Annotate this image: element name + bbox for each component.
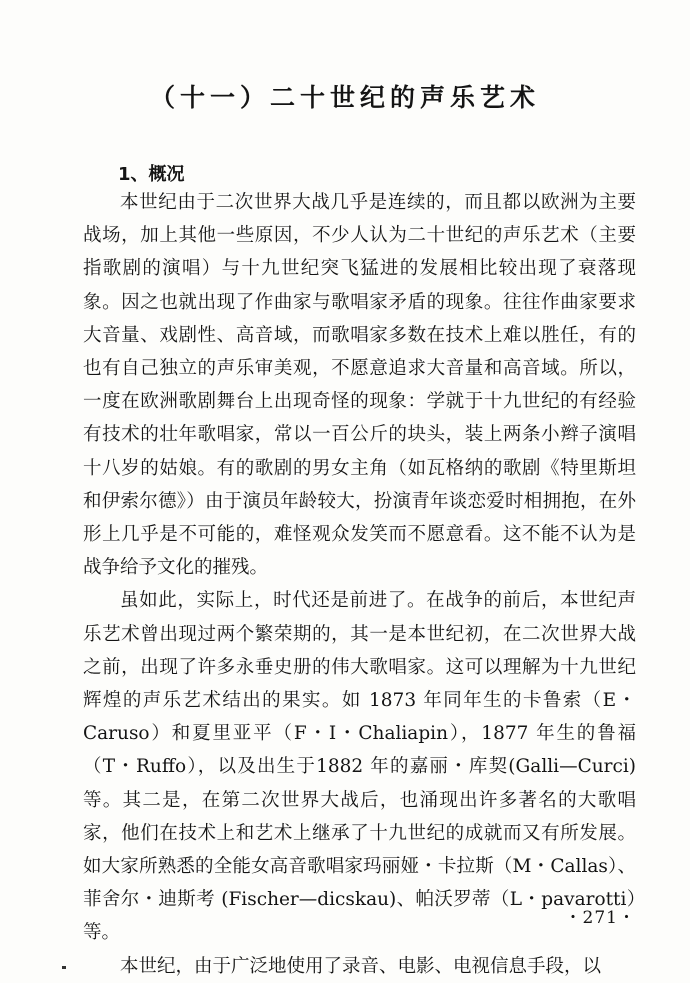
page-number: ・271・ xyxy=(564,908,636,928)
paragraph-2: 虽如此，实际上，时代还是前进了。在战争的前后，本世纪声乐艺术曾出现过两个繁荣期的，其一是本世纪初，在二次世界大战之前，出现了许多永垂史册的伟大歌唱家。这可以理解为十九世纪辉煌的声乐艺术结出的果实。如 1873 年同年生的卡鲁索（E・Caruso）和夏里亚平（F・I・Chaliapin），1877 年生的鲁福（T・Ruffo），以及出生于1882 年的嘉丽・库契(Galli—Curci)等。其二是，在第二次世界大战后，也涌现出许多著名的大歌唱家，他们在技术上和艺术上继承了十九世纪的成就而又有所发展。如大家所熟悉的全能女高音歌唱家玛丽娅・卡拉斯（M・Callas）、菲舍尔・迪斯考 (Fischer—dicskau)、帕沃罗蒂（L・pavarotti）等。 xyxy=(83,590,636,944)
paragraph-1: 本世纪由于二次世界大战几乎是连续的，而且都以欧洲为主要战场，加上其他一些原因，不少人认为二十世纪的声乐艺术（主要指歌剧的演唱）与十九世纪突飞猛进的发展相比较出现了衰落现象。因之也就出现了作曲家与歌唱家矛盾的现象。往往作曲家要求大音量、戏剧性、高音域，而歌唱家多数在技术上难以胜任，有的也有自己独立的声乐审美观，不愿意追求大音量和高音域。所以，一度在欧洲歌剧舞台上出现奇怪的现象：学就于十九世纪的有经验有技术的壮年歌唱家，常以一百公斤的块头，装上两条小辫子演唱十八岁的姑娘。有的歌剧的男女主角（如瓦格纳的歌剧《特里斯坦和伊索尔德》）由于演员年龄较大，扮演青年谈恋爱时相拥抱，在外形上几乎是不可能的，难怪观众发笑而不愿意看。这不能不认为是战争给予文化的摧残。 xyxy=(83,192,636,579)
scan-speck xyxy=(62,966,66,969)
body-text xyxy=(83,186,636,983)
paragraph-3: 本世纪，由于广泛地使用了录音、电影、电视信息手段，以 xyxy=(120,955,602,977)
section-heading: 1、概况 xyxy=(118,164,185,185)
chapter-title: （十一）二十世纪的声乐艺术 xyxy=(149,83,540,112)
